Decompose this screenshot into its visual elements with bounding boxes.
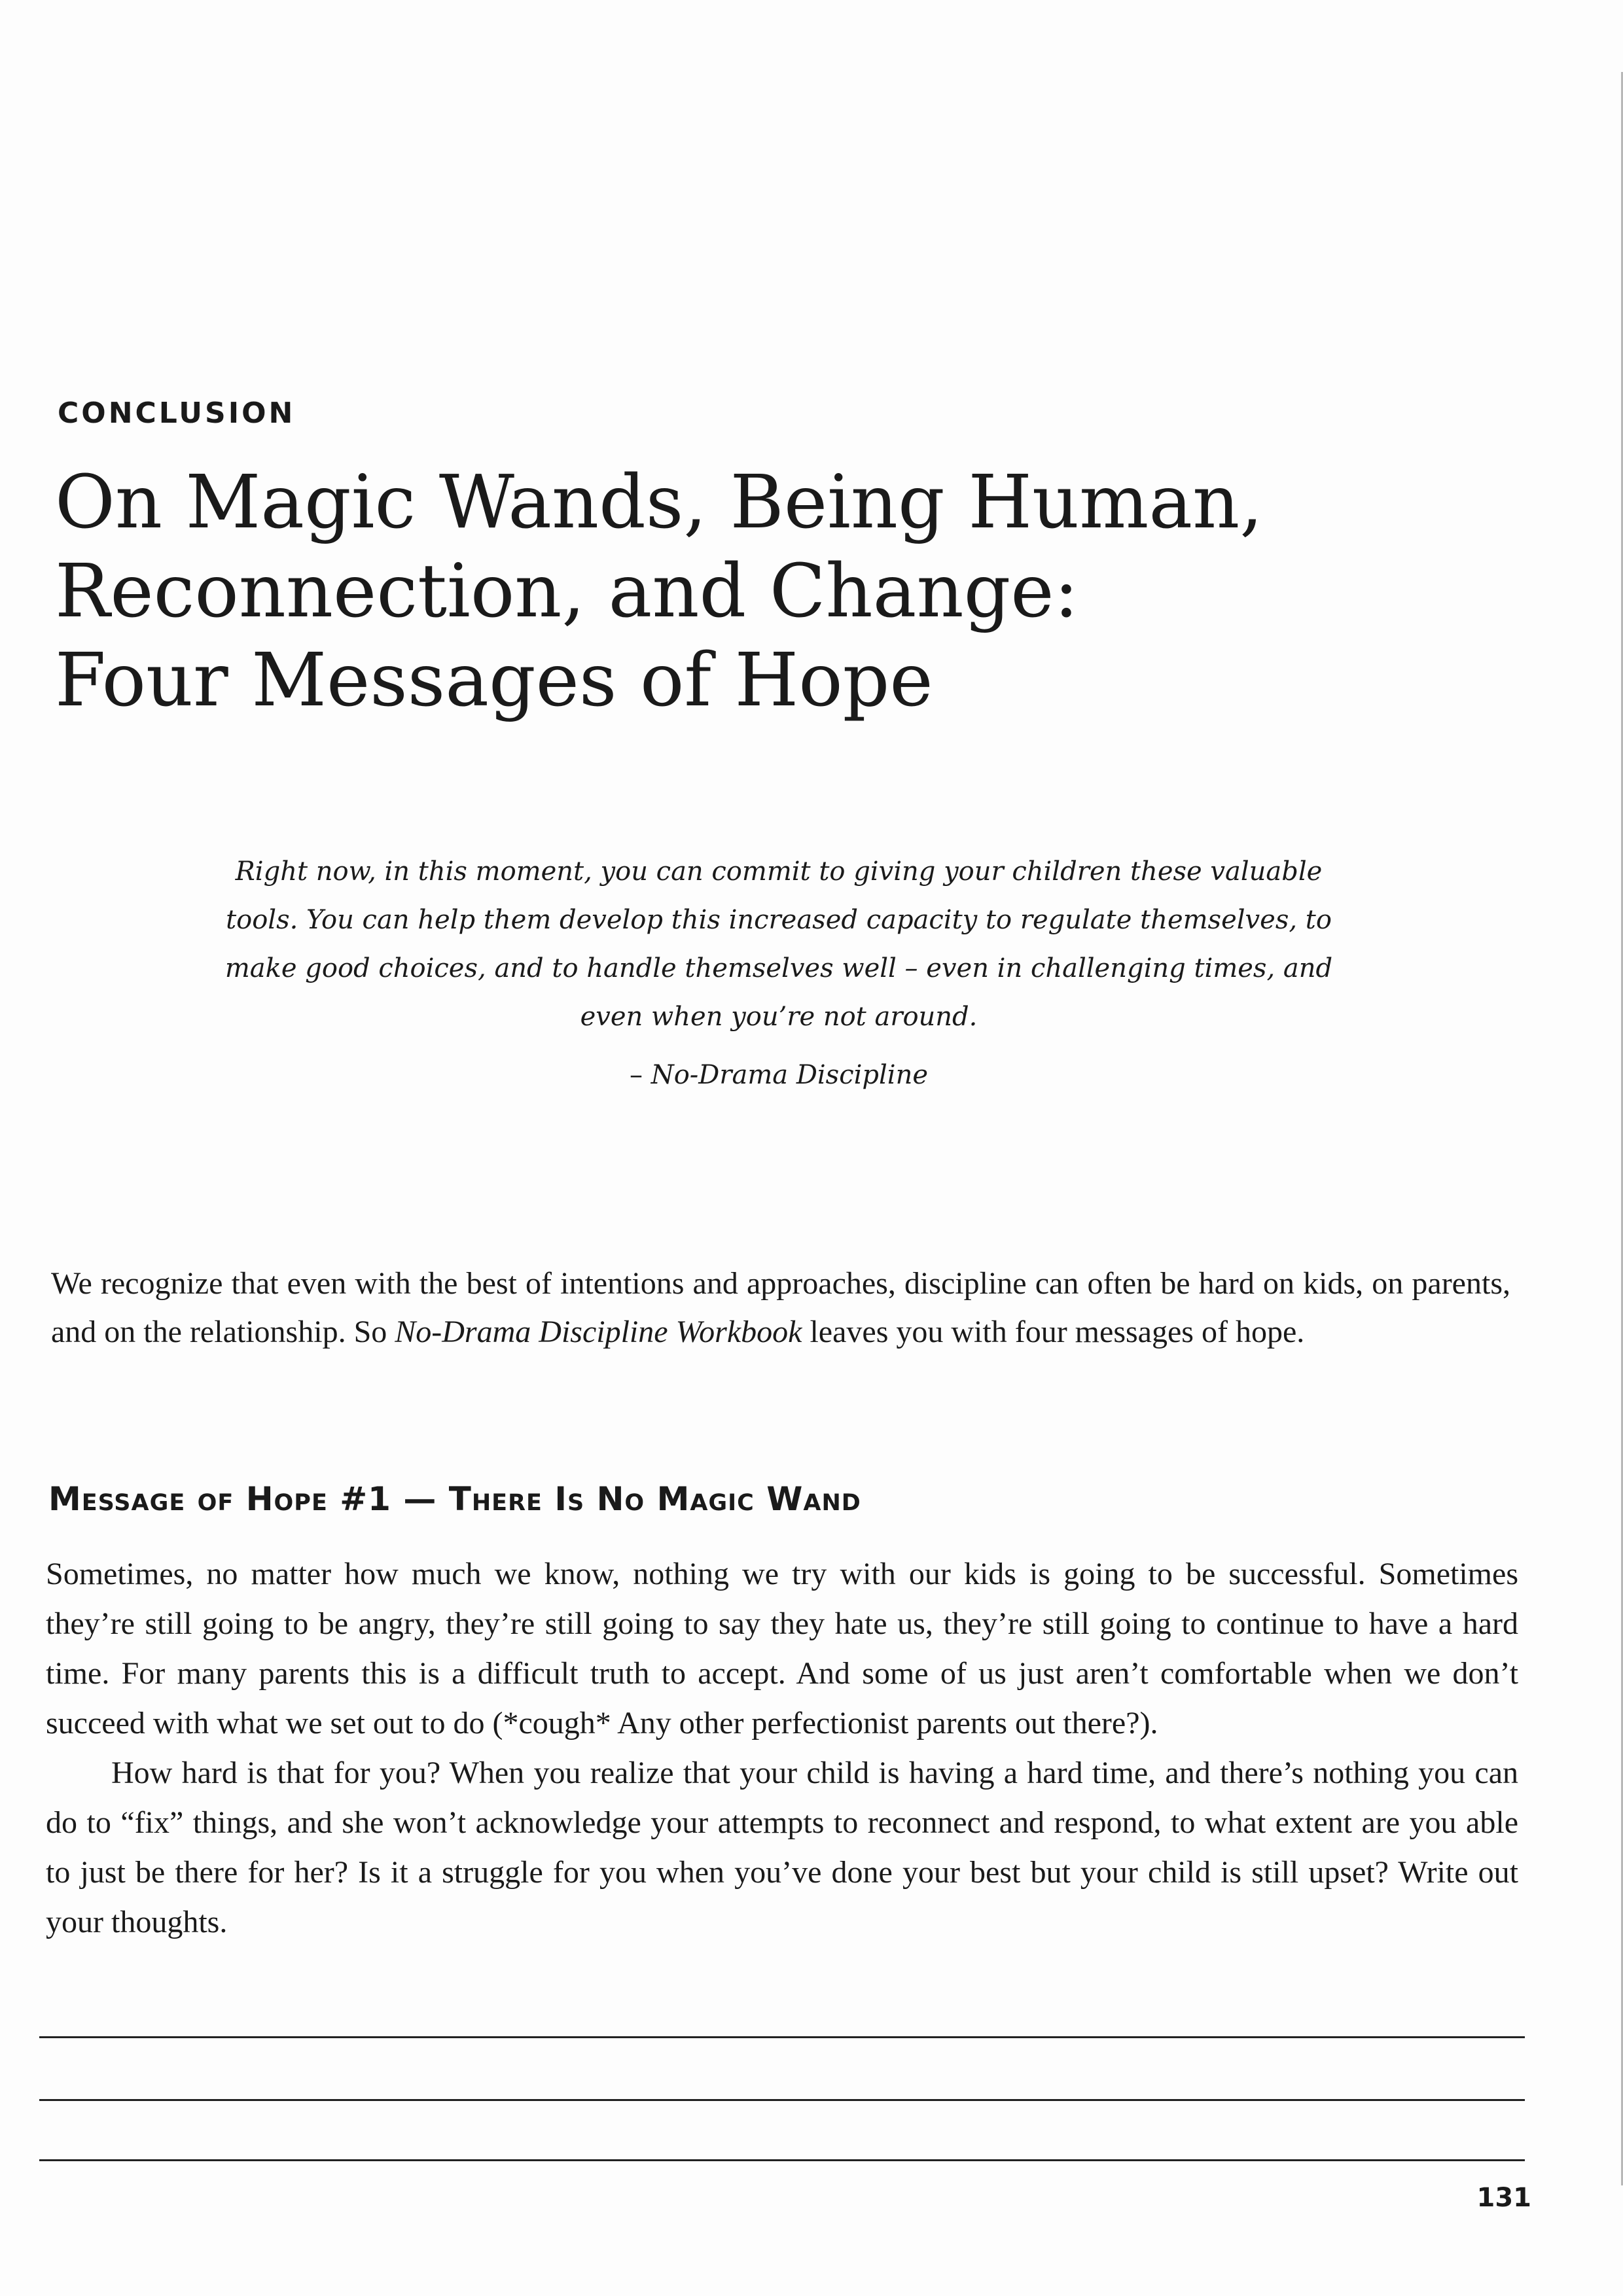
writing-line[interactable]	[39, 2159, 1525, 2161]
intro-text: leaves you with four messages of hope.	[802, 1315, 1305, 1349]
section-heading: Message of Hope #1 — There Is No Magic Wand	[48, 1480, 861, 1518]
intro-paragraph	[51, 1260, 1510, 1356]
chapter-title	[55, 458, 1495, 725]
chapter-title-line: On Magic Wands, Being Human,	[55, 460, 1263, 545]
page-number: 131	[1476, 2183, 1531, 2213]
intro-text: We recognize that even with the best of intentions and approaches, discipline can often be hard on kids, on parents, and on the relationship. So	[51, 1266, 1510, 1349]
writing-line[interactable]	[39, 2099, 1525, 2101]
body-paragraph: Sometimes, no matter how much we know, nothing we try with our kids is going to be successful. Sometimes they’re still going to be angry, they’re still going to say they hate us, they’re still going to continue to have a hard time. For many parents this is a difficult truth to accept. And some of us just aren’t comfortable when we don’t succeed with what we set out to do (*cough* Any other perfectionist parents out there?).	[46, 1557, 1518, 1740]
epigraph-source	[223, 1060, 1335, 1090]
intro-book-title: No-Drama Discipline Workbook	[395, 1315, 802, 1349]
epigraph-quote: Right now, in this moment, you can commit to giving your children these valuable tools. You can help them develop this increased capacity to regulate themselves, to make good choices, and to handle themselves well – even in challenging times, and even when you’re not around.	[224, 857, 1333, 1032]
body-paragraph: How hard is that for you? When you realize that your child is having a hard time, and there’s nothing you can do to “fix” things, and she won’t acknowledge your attempts to reconnect and respond, to what extent are you able to just be there for her? Is it a struggle for you when you’ve done your best but your child is still upset? Write out your thoughts.	[46, 1756, 1518, 1939]
epigraph-source-dash: –	[629, 1060, 651, 1090]
writing-line[interactable]	[39, 2036, 1525, 2038]
epigraph-source-title: No-Drama Discipline	[651, 1060, 929, 1090]
section-body	[46, 1549, 1518, 1947]
chapter-title-line: Reconnection, and Change:	[55, 549, 1079, 634]
chapter-title-line: Four Messages of Hope	[55, 638, 933, 723]
chapter-label: CONCLUSION	[58, 397, 296, 430]
